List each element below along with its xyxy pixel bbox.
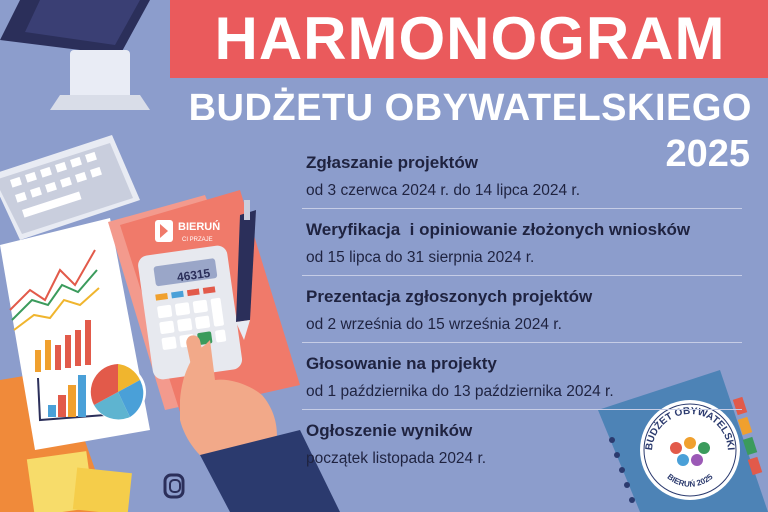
schedule-item-title: Prezentacja zgłoszonych projektów [306,287,593,306]
schedule-item-date: od 2 września do 15 września 2024 r. [306,316,562,333]
logo-tagline: CI PRZAJE [182,237,213,243]
schedule-item [302,280,742,343]
bierun-logo [155,220,220,243]
badge-text-bottom: BIERUŃ 2025 [665,472,715,489]
schedule-item [302,146,742,209]
badge-text-top: BUDŻET OBYWATELSKI [643,405,736,451]
year-label: 2025 [665,133,750,175]
schedule-item [302,414,742,476]
schedule-item [302,347,742,410]
paperclip-icon [165,475,183,497]
schedule-item-title: Ogłoszenie wyników [306,421,473,440]
page-title: HARMONOGRAM [214,5,726,72]
sticky-notes [27,451,132,512]
schedule-item-date: od 15 lipca do 31 sierpnia 2024 r. [306,249,535,266]
page-subtitle: BUDŻETU OBYWATELSKIEGO [188,87,752,129]
schedule-item-date: od 1 października do 13 października 2024 r. [306,383,614,400]
schedule-item [302,213,742,276]
schedule-item-date: początek listopada 2024 r. [306,450,487,467]
schedule-item-title: Weryfikacja i opiniowanie złożonych wniosków [306,220,691,239]
logo-brand: BIERUŃ [178,221,221,233]
schedule-item-title: Zgłaszanie projektów [306,153,478,172]
schedule-item-title: Głosowanie na projekty [306,354,497,373]
schedule-list [302,146,742,480]
calculator-display: 46315 [176,265,212,285]
schedule-item-date: od 3 czerwca 2024 r. do 14 lipca 2024 r. [306,182,581,199]
